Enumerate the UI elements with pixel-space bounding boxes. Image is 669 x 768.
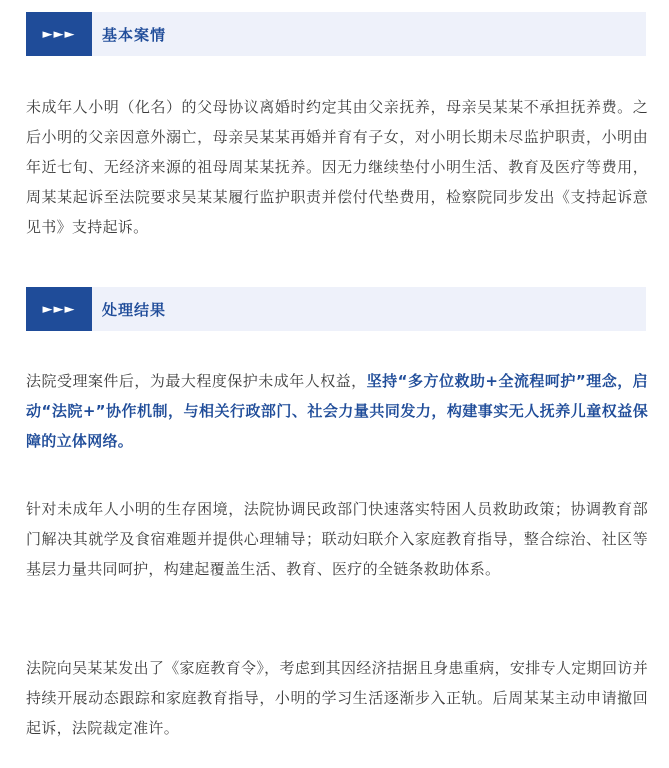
section-header-basic-facts	[26, 12, 646, 56]
case-facts-paragraph: 未成年人小明（化名）的父母协议离婚时约定其由父亲抚养，母亲吴某某不承担抚养费。之后小明的父亲因意外溺亡，母亲吴某某再婚并育有子女，对小明长期未尽监护职责，小明由年近七旬、无经济来源的祖母周某某抚养。因无力继续垫付小明生活、教育及医疗等费用，周某某起诉至法院要求吴某某履行监护职责并偿付代垫费用，检察院同步发出《支持起诉意见书》支持起诉。	[26, 98, 648, 236]
result-intro-text: 法院受理案件后，为最大程度保护未成年人权益，	[26, 372, 367, 390]
section-title: 基本案情	[102, 25, 167, 44]
result-order-paragraph: 法院向吴某某发出了《家庭教育令》，考虑到其因经济拮据且身患重病，安排专人定期回访并持续开展动态跟踪和家庭教育指导，小明的学习生活逐渐步入正轨。后周某某主动申请撤回起诉，法院裁定准许。	[26, 659, 648, 737]
triple-arrow-icon: ►►►	[26, 12, 92, 56]
result-support-paragraph: 针对未成年人小明的生存困境，法院协调民政部门快速落实特困人员救助政策；协调教育部门解决其就学及食宿难题并提供心理辅导；联动妇联介入家庭教育指导，整合综治、社区等基层力量共同呵护，构建起覆盖生活、教育、医疗的全链条救助体系。	[26, 500, 648, 578]
result-intro-paragraph	[26, 366, 648, 456]
section-title: 处理结果	[102, 300, 167, 319]
triple-arrow-icon: ►►►	[26, 287, 92, 331]
section-header-result	[26, 287, 646, 331]
result-intro-highlight: 坚持“多方位救助+全流程呵护”理念，启动“法院+”协作机制，与相关行政部门、社会力量共同发力，构建事实无人抚养儿童权益保障的立体网络。	[26, 372, 648, 450]
